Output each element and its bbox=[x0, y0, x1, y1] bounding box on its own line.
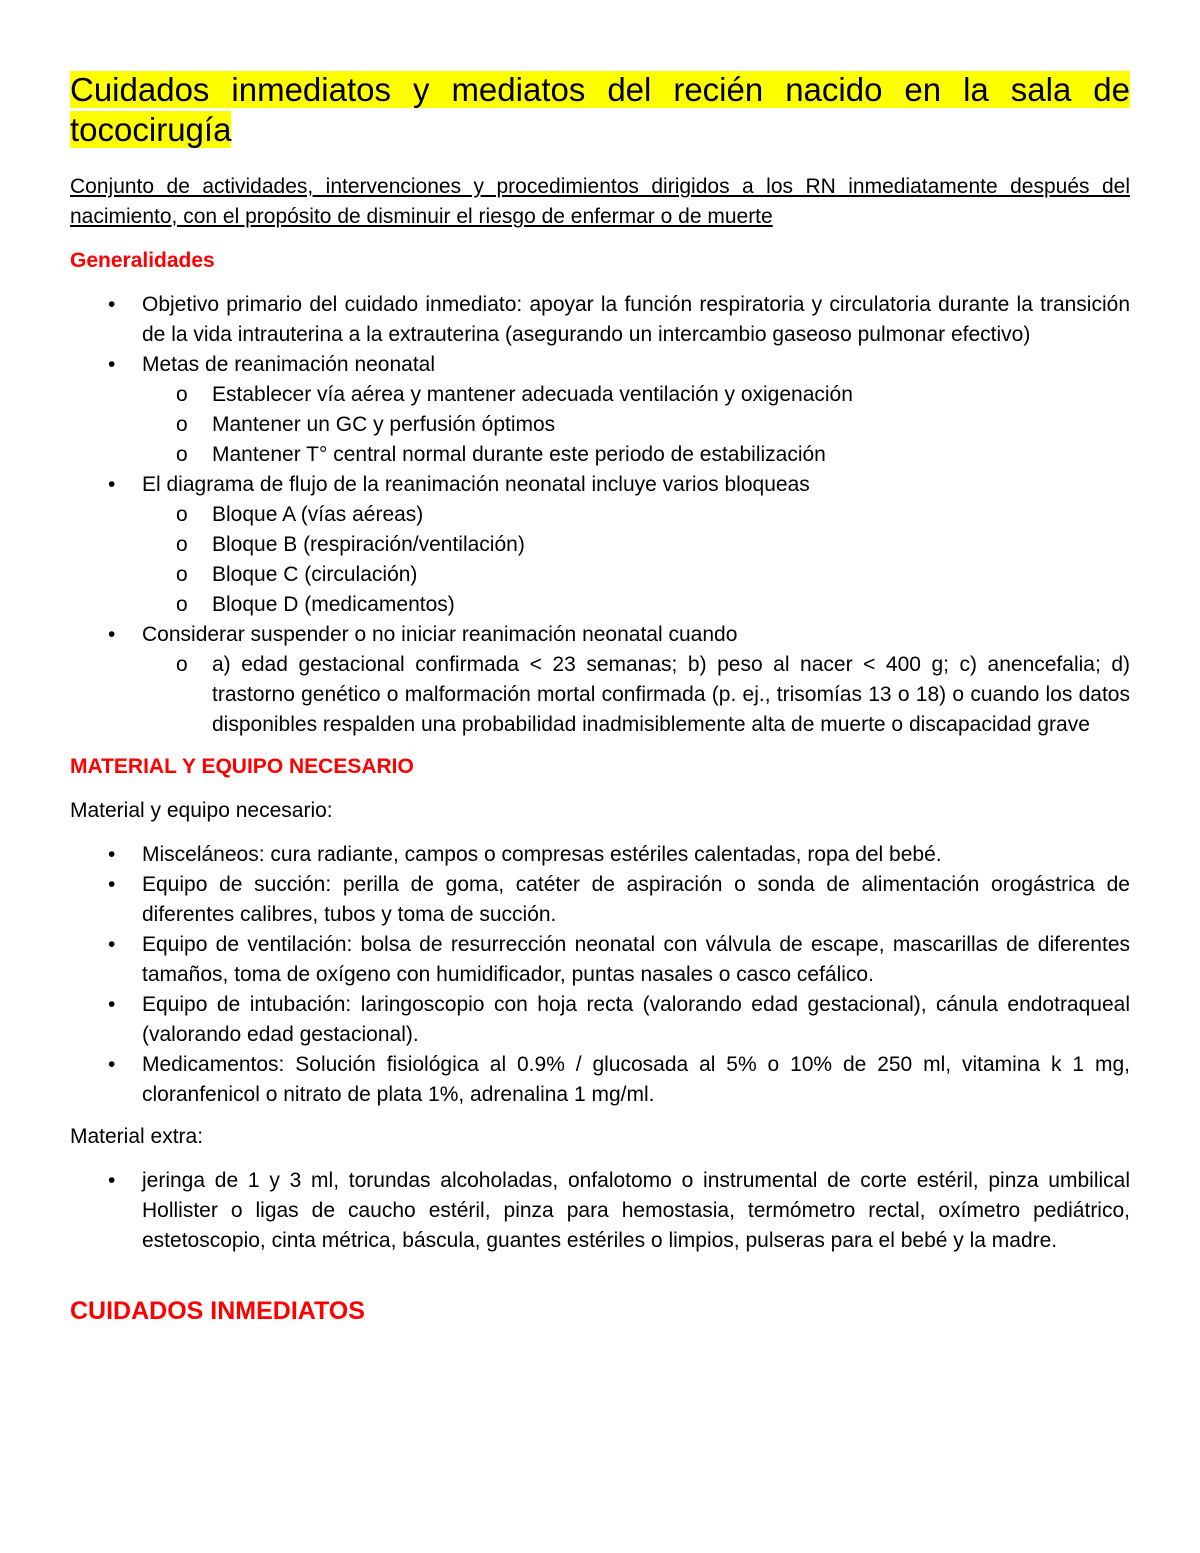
sublist-item bbox=[142, 650, 1130, 740]
bullet-icon: • bbox=[108, 843, 116, 866]
sublist-item-text: Mantener T° central normal durante este periodo de estabilización bbox=[212, 443, 826, 466]
sublist-item-text: Bloque C (circulación) bbox=[212, 563, 418, 586]
sub-bullet-icon: o bbox=[176, 413, 188, 436]
sublist-item bbox=[142, 590, 1130, 620]
bullet-icon: • bbox=[108, 1053, 116, 1076]
document-title bbox=[70, 70, 1130, 150]
list-item-text: Medicamentos: Solución fisiológica al 0.9% / glucosada al 5% o 10% de 250 ml, vitamina k 1 mg, cloranfenicol o nitrato de plata 1%, adrenalina 1 mg/ml. bbox=[142, 1053, 1130, 1106]
list-item-text: Considerar suspender o no iniciar reanimación neonatal cuando bbox=[142, 623, 738, 646]
list-item-text: Objetivo primario del cuidado inmediato: apoyar la función respiratoria y circulatoria durante la transición de la vida intrauterina a la extrauterina (asegurando un intercambio gaseoso pulmonar efectivo) bbox=[142, 293, 1130, 346]
list-item bbox=[70, 870, 1130, 930]
metas-sublist bbox=[142, 380, 1130, 470]
list-item bbox=[70, 350, 1130, 470]
list-item bbox=[70, 290, 1130, 350]
generalidades-heading: Generalidades bbox=[70, 249, 215, 272]
bullet-icon: • bbox=[108, 873, 116, 896]
sublist-item-text: Establecer vía aérea y mantener adecuada ventilación y oxigenación bbox=[212, 383, 853, 406]
list-item-text: Equipo de intubación: laringoscopio con hoja recta (valorando edad gestacional), cánula endotraqueal (valorando edad gestacional). bbox=[142, 993, 1130, 1046]
bullet-icon: • bbox=[108, 623, 116, 646]
sublist-item-text: a) edad gestacional confirmada < 23 semanas; b) peso al nacer < 400 g; c) anencefalia; d) trastorno genético o malformación mortal confirmada (p. ej., trisomías 13 o 18) o cuando los datos disponibles respalden una probabilidad inadmisiblemente alta de muerte o discapacidad grave bbox=[212, 653, 1130, 736]
bullet-icon: • bbox=[108, 353, 116, 376]
bullet-icon: • bbox=[108, 1169, 116, 1192]
list-item bbox=[70, 930, 1130, 990]
intro-paragraph: Conjunto de actividades, intervenciones y procedimientos dirigidos a los RN inmediatamente después del nacimiento, con el propósito de disminuir el riesgo de enfermar o de muerte bbox=[70, 175, 1130, 228]
suspender-sublist bbox=[142, 650, 1130, 740]
list-item bbox=[70, 990, 1130, 1050]
material-extra-label: Material extra: bbox=[70, 1125, 204, 1148]
material-extra-list bbox=[70, 1166, 1130, 1256]
sublist-item-text: Mantener un GC y perfusión óptimos bbox=[212, 413, 556, 436]
bullet-icon: • bbox=[108, 993, 116, 1016]
sublist-item bbox=[142, 530, 1130, 560]
sublist-item-text: Bloque D (medicamentos) bbox=[212, 593, 455, 616]
list-item-text: Equipo de ventilación: bolsa de resurrección neonatal con válvula de escape, mascarillas de diferentes tamaños, toma de oxígeno con humidificador, puntas nasales o casco cefálico. bbox=[142, 933, 1130, 986]
bullet-icon: • bbox=[108, 473, 116, 496]
sublist-item-text: Bloque B (respiración/ventilación) bbox=[212, 533, 525, 556]
bloques-sublist bbox=[142, 500, 1130, 620]
material-intro: Material y equipo necesario: bbox=[70, 799, 333, 822]
generalidades-list bbox=[70, 290, 1130, 740]
bullet-icon: • bbox=[108, 933, 116, 956]
sublist-item bbox=[142, 380, 1130, 410]
cuidados-inmediatos-heading: CUIDADOS INMEDIATOS bbox=[70, 1297, 365, 1325]
sub-bullet-icon: o bbox=[176, 653, 188, 676]
list-item bbox=[70, 620, 1130, 740]
sublist-item bbox=[142, 440, 1130, 470]
list-item bbox=[70, 1166, 1130, 1256]
material-list bbox=[70, 840, 1130, 1110]
list-item-text: Metas de reanimación neonatal bbox=[142, 353, 436, 376]
sublist-item bbox=[142, 500, 1130, 530]
bullet-icon: • bbox=[108, 293, 116, 316]
sub-bullet-icon: o bbox=[176, 443, 188, 466]
sub-bullet-icon: o bbox=[176, 563, 188, 586]
sublist-item-text: Bloque A (vías aéreas) bbox=[212, 503, 424, 526]
title-highlight: Cuidados inmediatos y mediatos del recién nacido en la sala de tococirugía bbox=[70, 71, 1130, 148]
list-item-text: El diagrama de flujo de la reanimación neonatal incluye varios bloqueas bbox=[142, 473, 810, 496]
list-item-text: Misceláneos: cura radiante, campos o compresas estériles calentadas, ropa del bebé. bbox=[142, 843, 942, 866]
list-item-text: Equipo de succión: perilla de goma, catéter de aspiración o sonda de alimentación orogástrica de diferentes calibres, tubos y toma de succión. bbox=[142, 873, 1130, 926]
list-item-text: jeringa de 1 y 3 ml, torundas alcoholadas, onfalotomo o instrumental de corte estéril, pinza umbilical Hollister o ligas de caucho estéril, pinza para hemostasia, termómetro rectal, oxímetro pediátrico, estetoscopio, cinta métrica, báscula, guantes estériles o limpios, pulseras para el bebé y la madre. bbox=[142, 1169, 1130, 1252]
list-item bbox=[70, 840, 1130, 870]
sub-bullet-icon: o bbox=[176, 533, 188, 556]
sub-bullet-icon: o bbox=[176, 503, 188, 526]
list-item bbox=[70, 470, 1130, 620]
sublist-item bbox=[142, 560, 1130, 590]
sub-bullet-icon: o bbox=[176, 383, 188, 406]
material-heading: MATERIAL Y EQUIPO NECESARIO bbox=[70, 755, 414, 778]
list-item bbox=[70, 1050, 1130, 1110]
sublist-item bbox=[142, 410, 1130, 440]
sub-bullet-icon: o bbox=[176, 593, 188, 616]
